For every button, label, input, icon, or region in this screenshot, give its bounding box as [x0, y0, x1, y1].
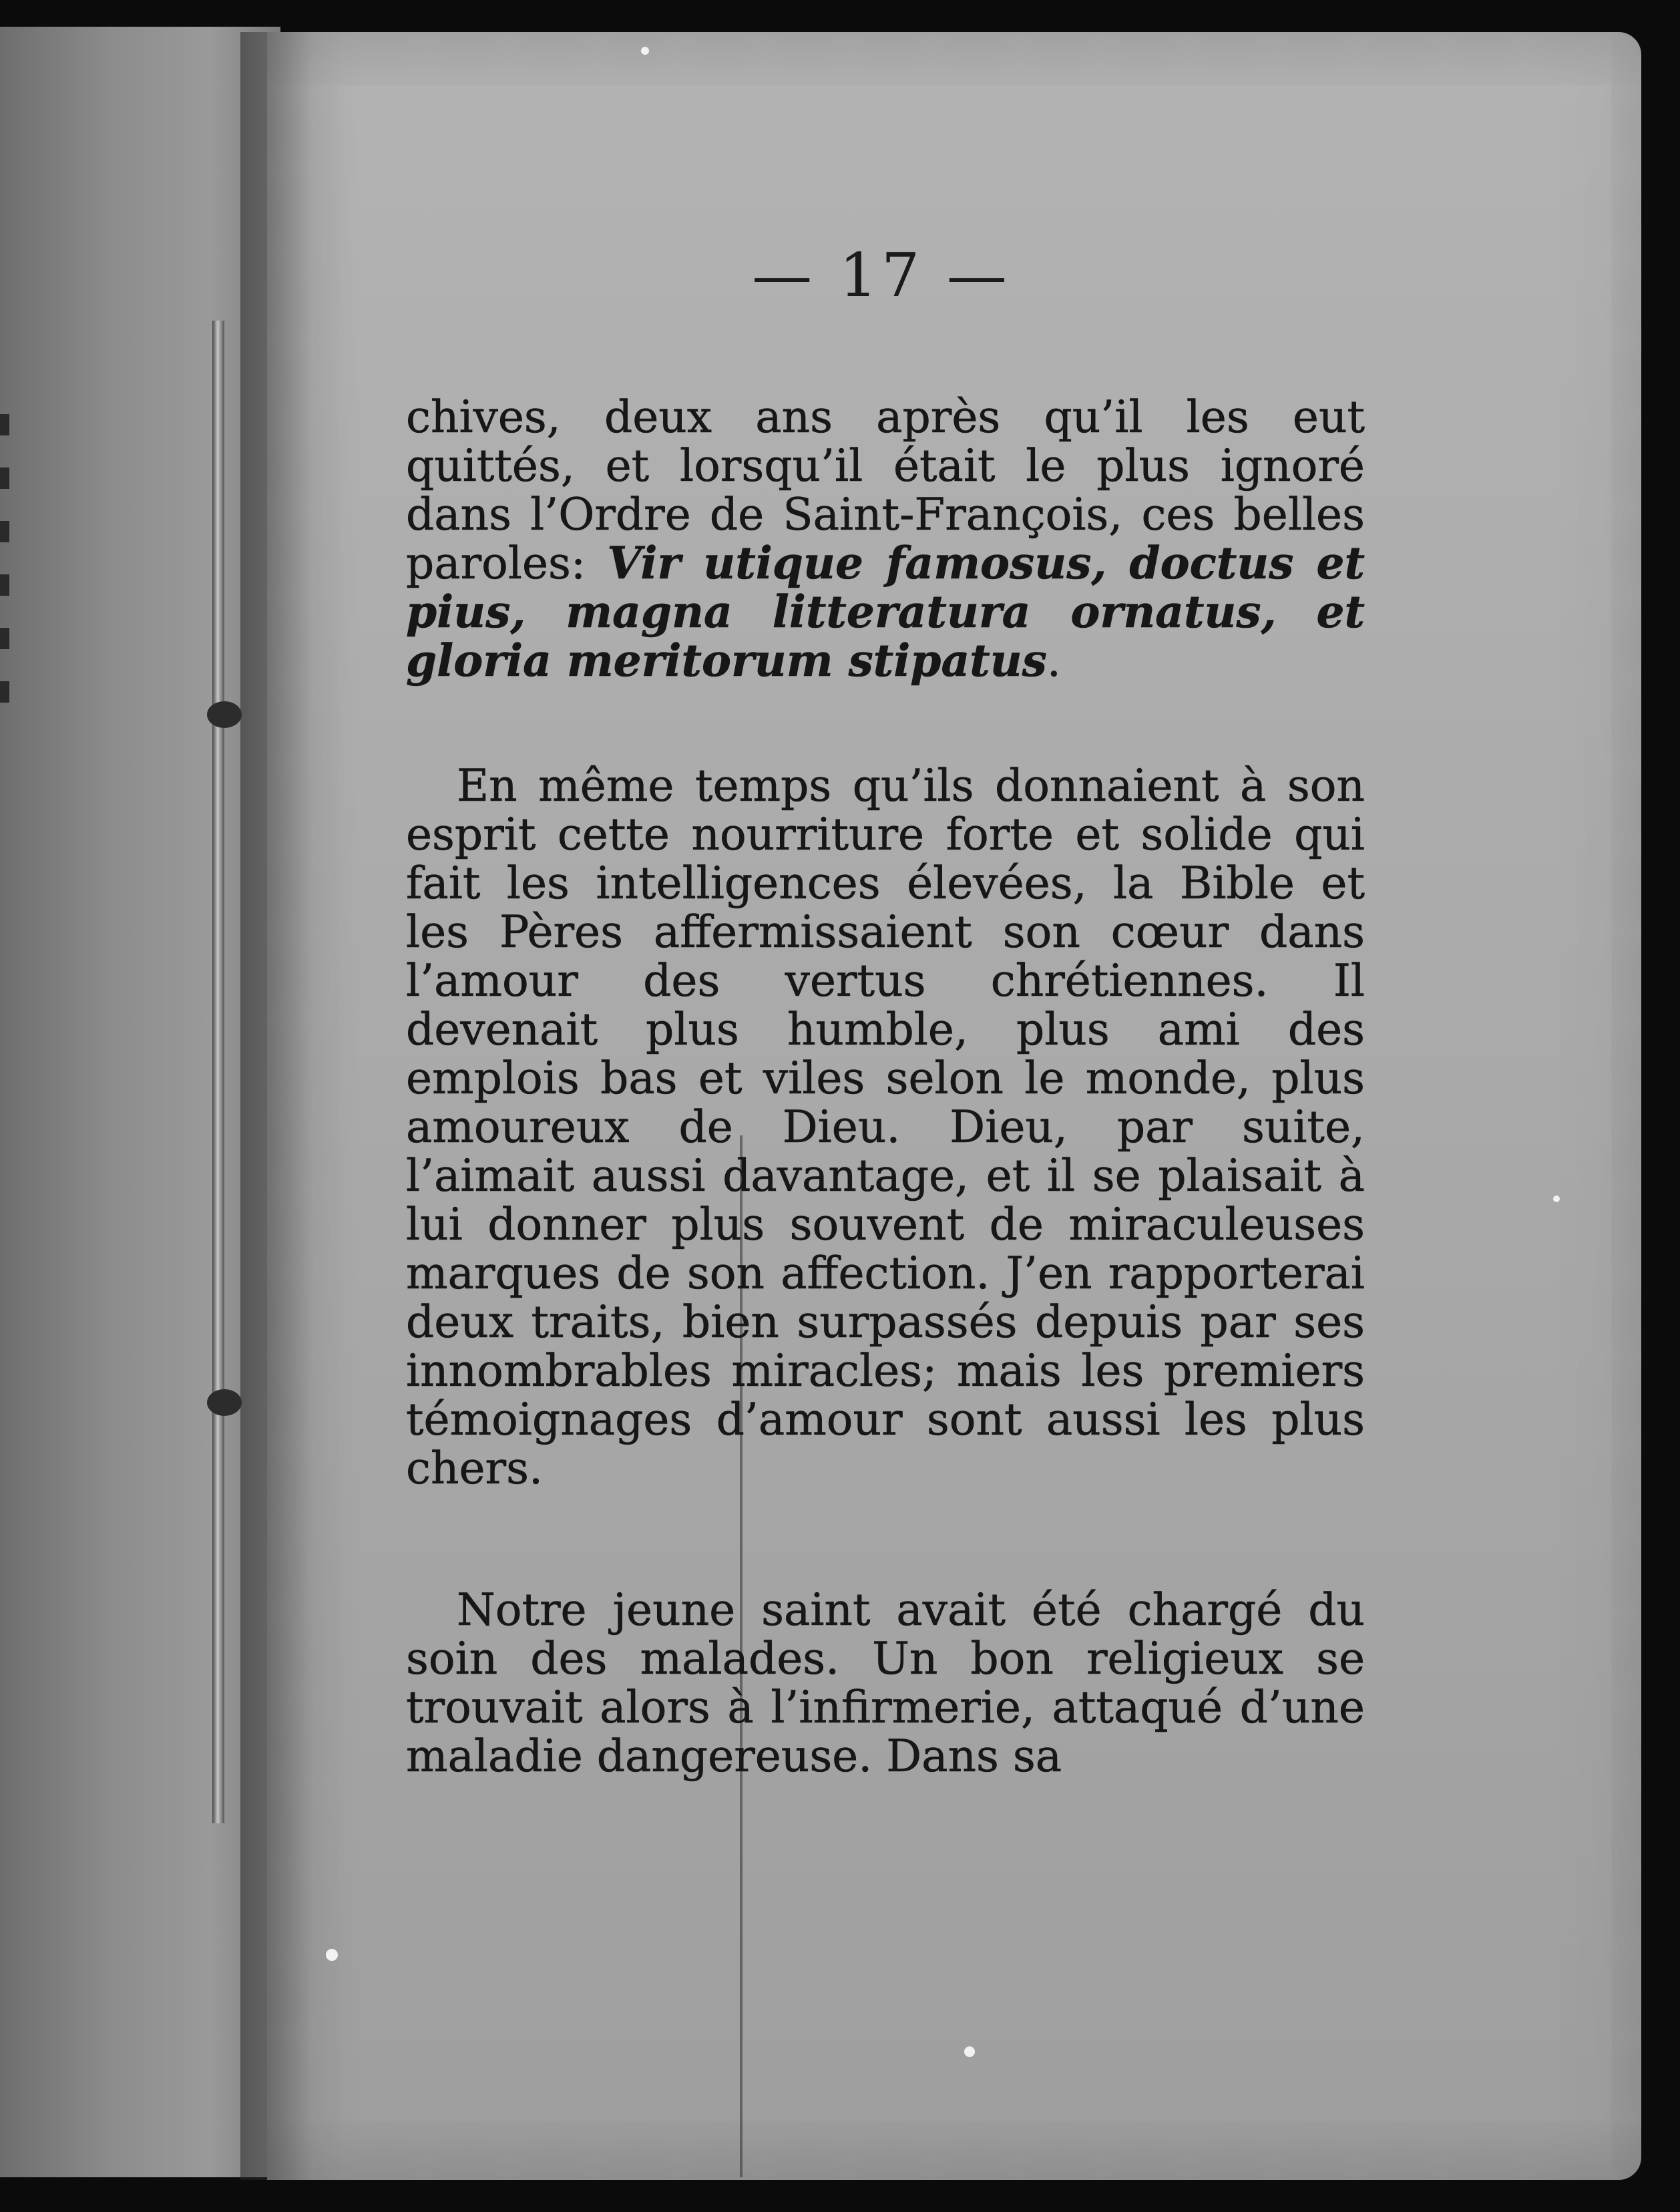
dust-speck	[326, 1949, 338, 1961]
paragraph-2-text: En même temps qu’ils donnaient à son esprit cette nourriture forte et solide qui fait les intelligences élevées, la Bible et les Pères affermissaient son cœur dans l’amour des vertus chrétiennes. Il devenait plus humble, plus ami des emplois bas et viles selon le monde, plus amoureux de Dieu. Dieu, par suite, l’aimait aussi davantage, et il se plaisait à lui donner plus souvent de miraculeuses marques de son affection. J’en rapporterai deux traits, bien surpassés depuis par ses innombrables miracles; mais les premiers témoignages d’amour sont aussi les plus chers.	[406, 760, 1365, 1494]
binding-knot	[207, 701, 242, 728]
paragraph-1-text: chives, deux ans après qu’il les eut quittés, et lorsqu’il était le plus ignoré dans l’Ordre de Saint-François, ces belles paroles:	[406, 391, 1365, 589]
paragraph-1	[406, 393, 1365, 685]
dust-speck	[964, 2046, 975, 2057]
page-number: — 17 —	[752, 240, 1011, 311]
left-page-text-edge	[0, 414, 9, 435]
left-page-text-edge	[0, 521, 9, 542]
paragraph-1-end: .	[1046, 635, 1061, 687]
dust-speck	[641, 47, 649, 55]
page-gutter	[240, 32, 361, 2180]
latin-quotation: Vir utique famosus, doctus et pius, magna litteratura ornatus, et gloria meritorum stipatus	[406, 537, 1365, 687]
paragraph-3-text: Notre jeune saint avait été chargé du soin des malades. Un bon religieux se trouvait alors à l’infirmerie, attaqué d’une maladie dangereuse. Dans sa	[406, 1584, 1365, 1782]
binding-thread	[212, 321, 224, 1823]
left-page-text-edge	[0, 628, 9, 649]
left-page-text-edge	[0, 574, 9, 596]
binding-knot	[207, 1389, 242, 1416]
left-facing-page	[0, 27, 280, 2177]
left-page-text-edge	[0, 681, 9, 703]
dust-speck	[1553, 1195, 1560, 1202]
left-page-text-edge	[0, 468, 9, 489]
paragraph-3	[406, 1586, 1365, 1781]
paragraph-2	[406, 761, 1365, 1493]
